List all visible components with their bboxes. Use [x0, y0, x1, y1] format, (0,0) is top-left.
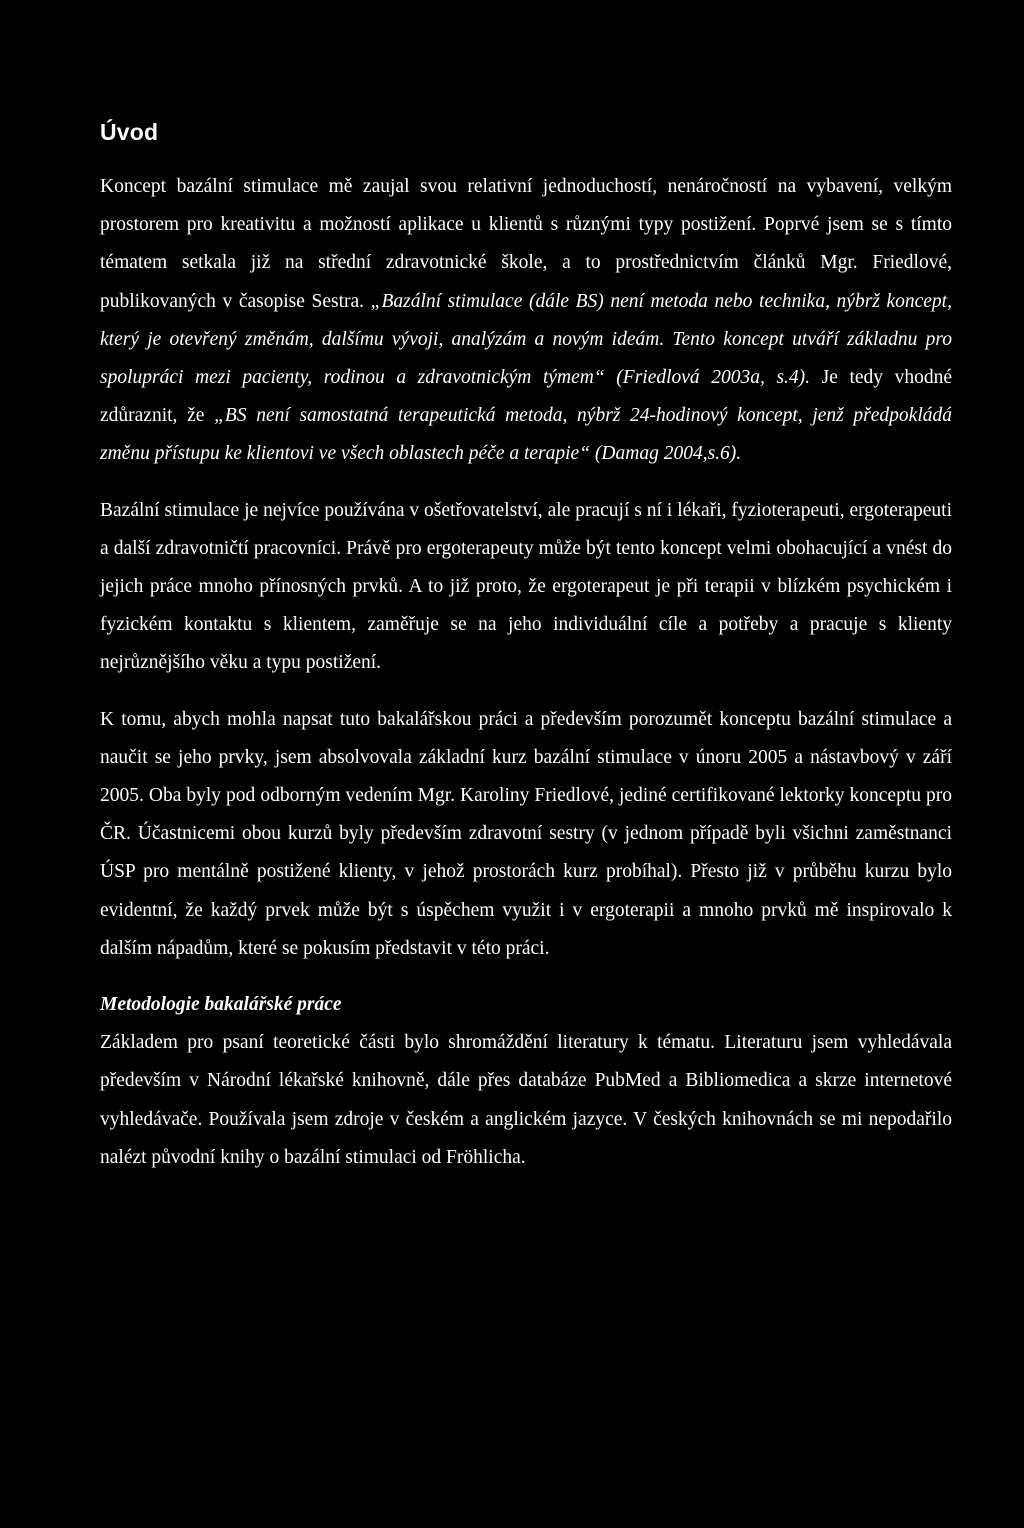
methodology-heading: Metodologie bakalářské práce [100, 994, 342, 1016]
paragraph-methodology: Základem pro psaní teoretické části bylo shromáždění literatury k tématu. Literaturu jsem vyhledávala především v Národní lékařské knihovně, dále přes databáze PubMed a Bibliomedica a skrze internetové vyhledávače. Používala jsem zdroje v českém a anglickém jazyce. V českých knihovnách se mi nepodařilo nalézt původní knihy o bazální stimulaci od Fröhlicha. [100, 1032, 952, 1168]
quote-segment: „BS není samostatná terapeutická metoda, nýbrž 24-hodinový koncept, jenž předpokládá změnu přístupu ke klientovi ve všech oblastech péče a terapie“ (Damag 2004,s.6). [100, 405, 952, 465]
text-segment: Bazální stimulace je nejvíce používána v ošetřovatelství, ale pracují s ní i lékaři, fyzioterapeuti, ergoterapeuti a další zdravotničtí pracovníci. Právě pro ergoterapeuty může být tento koncept velmi obohacující a vnést do jejich práce mnoho přínosných prvků. A to již proto, že ergoterapeut je při terapii v blízkém psychickém i fyzickém kontaktu s klientem, zaměřuje se na jeho individuální cíle a potřeby a pracuje s klienty nejrůznějšího věku a typu postižení. [100, 499, 952, 674]
document-page [100, 112, 952, 1177]
paragraph-courses [100, 701, 952, 968]
text-segment: Koncept bazální stimulace mě zaujal svou relativní jednoduchostí, nenáročností na vybavení, velkým prostorem pro kreativitu a možností aplikace u klientů s různými typy postižení. Poprvé jsem se s tímto tématem setkala již na střední zdravotnické škole, a to prostřednictvím článků Mgr. Friedlové, publikovaných v časopise Sestra. [100, 176, 952, 312]
section-heading: Úvod [100, 119, 159, 145]
paragraph-intro [100, 168, 952, 474]
text-segment: Je tedy vhodné zdůraznit, že [100, 367, 952, 427]
paragraph-usage [100, 492, 952, 683]
quote-segment: „Bazální stimulace (dále BS) není metoda nebo technika, nýbrž koncept, který je otevřený změnám, dalšímu vývoji, analýzám a novým ideám. Tento koncept utváří základnu pro spolupráci mezi pacienty, rodinou a zdravotnickým týmem“ (Friedlová 2003a, s.4). [100, 290, 952, 389]
text-segment: K tomu, abych mohla napsat tuto bakalářskou práci a především porozumět konceptu bazální stimulace a naučit se jeho prvky, jsem absolvovala základní kurz bazální stimulace v únoru 2005 a nástavbový v září 2005. Oba byly pod odborným vedením Mgr. Karoliny Friedlové, jediné certifikované lektorky konceptu pro ČR. Účastnicemi obou kurzů byly především zdravotní sestry (v jednom případě byli všichni zaměstnanci ÚSP pro mentálně postižené klienty, v jehož prostorách kurz probíhal). Přesto již v průběhu kurzu bylo evidentní, že každý prvek může být s úspěchem využit i v ergoterapii a mnoho prvků mě inspirovalo k dalším nápadům, které se pokusím představit v této práci. [100, 708, 952, 959]
